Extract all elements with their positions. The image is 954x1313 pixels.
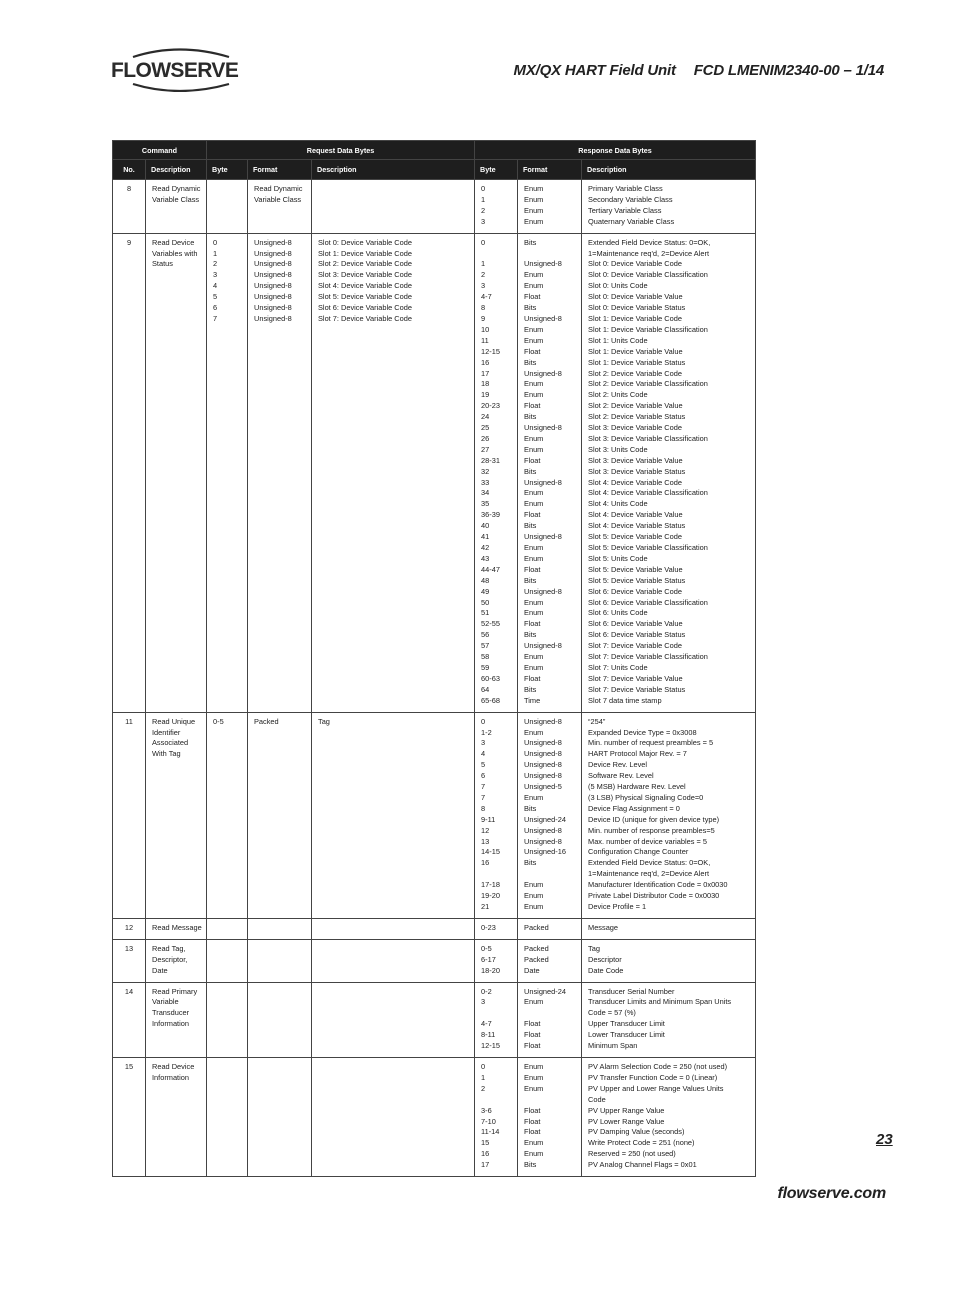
no-cell [113,982,146,1057]
column-header-no: No. [113,160,146,180]
column-header-description: Description [146,160,207,180]
column-header-request-description: Description [312,160,475,180]
no-cell-text: 12 [124,922,134,932]
command-description-cell-text: Read Device Variables with Status [152,237,198,269]
logo-text: FLOWSERVE [111,59,239,82]
column-header-request-format: Format [248,160,312,180]
response-description-cell-text: Transducer Serial Number Transducer Limits and Minimum Span Units Code = 57 (%) Upper Transducer Limit Lower Transducer Limit Minimum Span [588,986,732,1051]
request-byte-cell [207,1057,248,1176]
response-description-cell-text: “254” Expanded Device Type = 0x3008 Min. number of request preambles = 5 HART Protocol Major Rev. = 7 Device Rev. Level Software Rev. Level (5 MSB) Hardware Rev. Level (3 LSB) Physical Signaling Code=0 Device Flag Assignment = 0 Device ID (unique for given device type) Min. number of response preambles=5 Max. number of device variables = 5 Configuration Change Counter Extended Field Device Status: 0=OK, 1=Maintenance req'd, 2=Device Alert Manufacturer Identification Code = 0x0030 Private Label Distributor Code = 0x0030 Device Profile = 1 [588,716,728,911]
response-description-cell-text: PV Alarm Selection Code = 250 (not used) PV Transfer Function Code = 0 (Linear) PV Upper and Lower Range Values Units Code PV Upper Range Value PV Lower Range Value PV Damping Value (seconds) Write Protect Code = 251 (none) Reserved = 250 (not used) PV Analog Channel Flags = 0x01 [588,1061,728,1170]
response-description-cell [582,918,756,939]
request-byte-cell [207,982,248,1057]
table-row [113,982,756,1057]
table-row [113,180,756,234]
hart-commands-table [112,140,756,1177]
response-description-cell [582,1057,756,1176]
response-byte-cell [475,939,518,982]
request-description-cell-text [312,940,474,949]
no-cell-text: 15 [124,1061,134,1071]
request-description-cell-text [312,919,474,928]
no-cell-text: 11 [125,716,133,726]
response-description-cell-text: Primary Variable Class Secondary Variable Class Tertiary Variable Class Quaternary Variable Class [588,184,675,226]
response-byte-cell-text: 0-5 6-17 18-20 [481,943,500,975]
request-byte-cell-text [207,940,247,949]
column-header-response-format: Format [518,160,582,180]
response-format-cell-text: Enum Enum Enum Float Float Float Enum Enum Bits [524,1061,544,1170]
response-format-cell [518,1057,582,1176]
response-format-cell-text: Unsigned-8 Enum Unsigned-8 Unsigned-8 Unsigned-8 Unsigned-8 Unsigned-5 Enum Bits Unsigned-24 Unsigned-8 Unsigned-8 Unsigned-16 Bits Enum Enum Enum [524,716,566,911]
response-description-cell [582,982,756,1057]
document-header [500,62,884,79]
response-byte-cell-text: 0 1 2 3 [481,184,486,226]
request-description-cell-text [312,1058,474,1067]
command-description-cell-text: Read Primary Variable Transducer Information [152,986,198,1029]
response-format-cell [518,180,582,234]
table-body [113,180,756,1177]
request-description-cell-text: Slot 0: Device Variable Code Slot 1: Device Variable Code Slot 2: Device Variable Code Slot 3: Device Variable Code Slot 4: Device Variable Code Slot 5: Device Variable Code Slot 6: Device Variable Code Slot 7: Device Variable Code [318,237,412,323]
no-cell [113,1057,146,1176]
flowserve-logo [111,46,247,92]
request-format-cell-text: Unsigned-8 Unsigned-8 Unsigned-8 Unsigned-8 Unsigned-8 Unsigned-8 Unsigned-8 Unsigned-8 [254,237,292,323]
response-byte-cell-text: 0 1-2 3 4 5 6 7 7 8 9-11 12 13 14-15 16 17-18 19-20 21 [481,716,500,911]
request-format-cell-text: Packed [254,716,279,726]
request-format-cell [248,233,312,712]
request-description-cell-text: Tag [318,716,330,726]
response-description-cell-text: Extended Field Device Status: 0=OK, 1=Maintenance req'd, 2=Device Alert Slot 0: Device Variable Code Slot 0: Device Variable Classification Slot 0: Units Code Slot 0: Device Variable Value Slot 0: Device Variable Status Slot 1: Device Variable Code Slot 1: Device Variable Classification Slot 1: Units Code Slot 1: Device Variable Value Slot 1: Device Variable Status Slot 2: Device Variable Code Slot 2: Device Variable Classification Slot 2: Units Code Slot 2: Device Variable Value Slot 2: Device Variable Status Slot 3: Device Variable Code Slot 3: Device Variable Classification Slot 3: Units Code Slot 3: Device Variable Value Slot 3: Device Variable Status Slot 4: Device Variable Code Slot 4: Device Variable Classification Slot 4: Units Code Slot 4: Device Variable Value Slot 4: Device Variable Status Slot 5: Device Variable Code Slot 5: Device Variable Classification Slot 5: Units Code Slot 5: Device Variable Value Slot 5: Device Variable Status Slot 6: Device Variable Code Slot 6: Device Variable Classification Slot 6: Units Code Slot 6: Device Variable Value Slot 6: Device Variable Status Slot 7: Device Variable Code Slot 7: Device Variable Classification Slot 7: Units Code Slot 7: Device Variable Value Slot 7: Device Variable Status Slot 7 data time stamp [588,237,711,705]
request-description-cell [312,918,475,939]
response-byte-cell [475,1057,518,1176]
request-byte-cell-text: 0-5 [213,716,224,726]
request-format-cell-text [248,940,311,949]
table-row [113,939,756,982]
table-row [113,233,756,712]
request-byte-cell-text: 0 1 2 3 4 5 6 7 [213,237,218,323]
request-format-cell-text: Read Dynamic Variable Class [254,184,303,204]
response-byte-cell [475,180,518,234]
response-format-cell [518,233,582,712]
response-description-cell-text: Tag Descriptor Date Code [588,943,624,975]
request-byte-cell [207,918,248,939]
response-description-cell-text: Message [588,922,619,932]
request-description-cell [312,233,475,712]
response-description-cell [582,180,756,234]
response-byte-cell-text: 0-23 [481,922,496,932]
command-description-cell [146,180,207,234]
command-description-cell [146,1057,207,1176]
document-title: MX/QX HART Field Unit [513,62,676,79]
request-description-cell-text [312,180,474,189]
response-byte-cell-text: 0-2 3 4-7 8-11 12-15 [481,986,500,1051]
no-cell [113,939,146,982]
response-byte-cell [475,712,518,918]
command-description-cell-text: Read Unique Identifier Associated With Tag [152,716,196,759]
request-byte-cell-text [207,1058,247,1067]
command-description-cell [146,982,207,1057]
response-description-cell [582,233,756,712]
column-header-response-byte: Byte [475,160,518,180]
response-format-cell-text: Unsigned-24 Enum Float Float Float [524,986,566,1051]
response-format-cell [518,712,582,918]
command-description-cell [146,712,207,918]
command-description-cell [146,918,207,939]
request-byte-cell [207,712,248,918]
request-byte-cell [207,939,248,982]
command-description-cell-text: Read Device Information [152,1061,195,1082]
request-description-cell-text [312,983,474,992]
response-format-cell-text: Packed [524,922,549,932]
request-format-cell [248,982,312,1057]
group-header-command: Command [113,141,207,160]
command-description-cell [146,233,207,712]
request-format-cell-text [248,919,311,928]
request-byte-cell [207,233,248,712]
request-description-cell [312,180,475,234]
request-byte-cell [207,180,248,234]
column-header-response-description: Description [582,160,756,180]
command-description-cell-text: Read Tag, Descriptor, Date [152,943,188,975]
table-row [113,712,756,918]
request-format-cell [248,939,312,982]
group-header-response: Response Data Bytes [475,141,756,160]
command-description-cell-text: Read Dynamic Variable Class [152,184,201,204]
group-header-request: Request Data Bytes [207,141,475,160]
response-format-cell-text: Enum Enum Enum Enum [524,184,544,226]
response-description-cell [582,712,756,918]
no-cell-text: 8 [126,184,132,193]
request-description-cell [312,982,475,1057]
no-cell-text: 14 [124,986,134,996]
request-byte-cell-text [207,919,247,928]
response-format-cell [518,939,582,982]
response-format-cell-text: Packed Packed Date [524,943,549,975]
no-cell-text: 13 [124,943,134,953]
page-number: 23 [876,1131,893,1148]
request-description-cell [312,939,475,982]
request-byte-cell-text [207,983,247,992]
no-cell [113,712,146,918]
table-column-header-row [113,160,756,180]
column-header-request-byte: Byte [207,160,248,180]
response-format-cell [518,918,582,939]
table-group-header-row [113,141,756,160]
request-format-cell [248,712,312,918]
response-format-cell [518,982,582,1057]
response-byte-cell-text: 0 1 2 3-6 7-10 11-14 15 16 17 [481,1061,500,1170]
response-byte-cell [475,918,518,939]
no-cell-text: 9 [126,237,132,247]
request-description-cell [312,712,475,918]
response-format-cell-text: Bits Unsigned-8 Enum Enum Float Bits Unsigned-8 Enum Enum Float Bits Unsigned-8 Enum Enum Float Bits Unsigned-8 Enum Enum Float Bits Unsigned-8 Enum Enum Float Bits Unsigned-8 Enum Enum Float Bits Unsigned-8 Enum Enum Float Bits Unsigned-8 Enum Enum Float Bits Time [524,237,562,705]
table-row [113,918,756,939]
command-description-cell-text: Read Message [152,922,202,932]
response-byte-cell [475,233,518,712]
command-description-cell [146,939,207,982]
footer-url: flowserve.com [777,1185,886,1202]
response-description-cell [582,939,756,982]
response-byte-cell [475,982,518,1057]
request-format-cell [248,180,312,234]
request-format-cell-text [248,983,311,992]
request-format-cell [248,1057,312,1176]
no-cell [113,233,146,712]
document-code: FCD LMENIM2340-00 – 1/14 [693,62,884,79]
request-format-cell [248,918,312,939]
no-cell [113,918,146,939]
request-description-cell [312,1057,475,1176]
no-cell [113,180,146,234]
table-row [113,1057,756,1176]
request-format-cell-text [248,1058,311,1067]
response-byte-cell-text: 0 1 2 3 4-7 8 9 10 11 12-15 16 17 18 19 20-23 24 25 26 27 28-31 32 33 34 35 36-39 40 41 42 43 44-47 48 49 50 51 52-55 56 57 58 59 60-63 64 65-68 [481,237,500,705]
request-byte-cell-text [207,180,247,189]
